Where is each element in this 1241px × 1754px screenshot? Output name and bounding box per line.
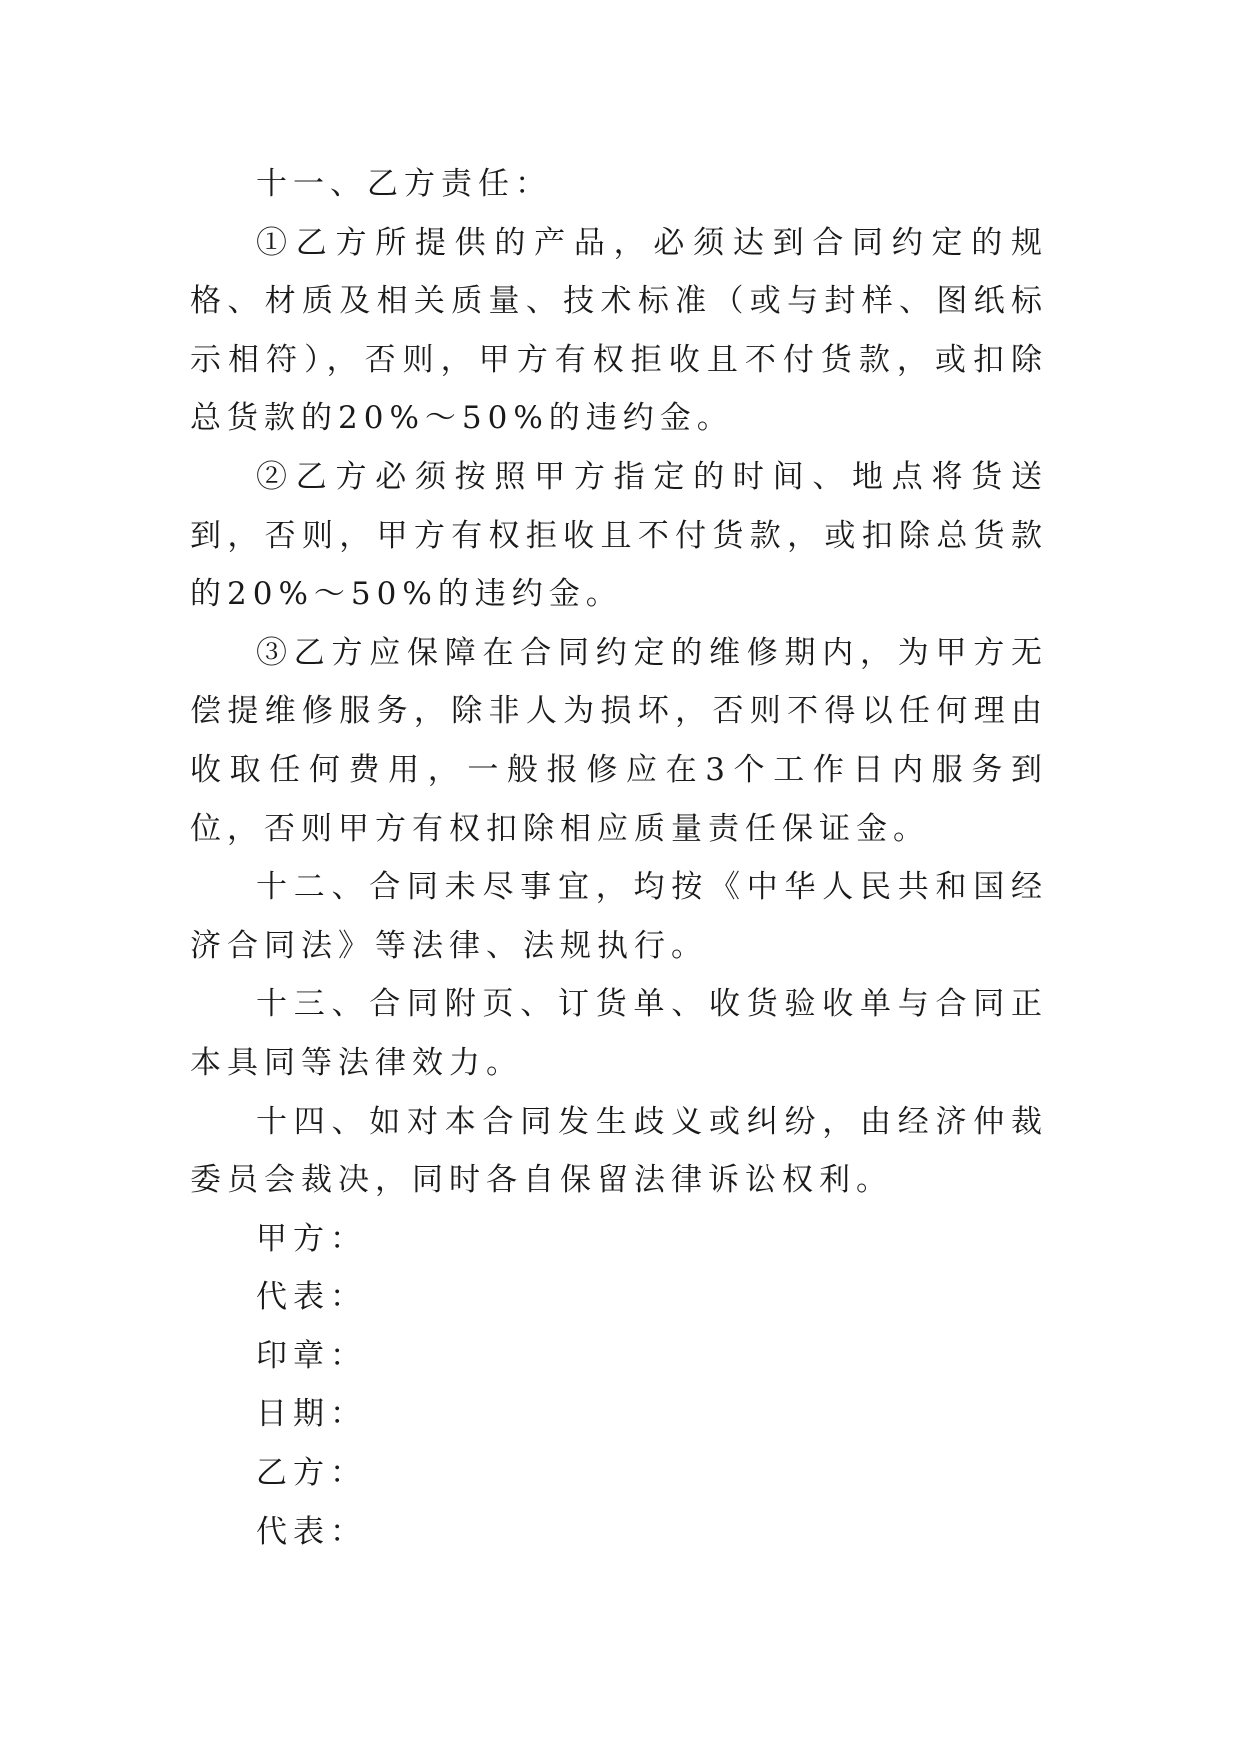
clause-12: 十二、合同未尽事宜，均按《中华人民共和国经济合同法》等法律、法规执行。 — [190, 869, 1048, 964]
clause-11-heading: 十一、乙方责任： — [256, 166, 552, 202]
party-a-label: 甲方： — [256, 1220, 367, 1257]
date-label: 日期： — [256, 1396, 367, 1433]
document-body — [190, 155, 1048, 1561]
signature-block — [190, 1210, 1048, 1562]
party-a-representative-label: 代表： — [256, 1279, 367, 1316]
clause-13: 十三、合同附页、订货单、收货验收单与合同正本具同等法律效力。 — [190, 986, 1048, 1081]
seal-label: 印章： — [256, 1337, 367, 1374]
clause-14: 十四、如对本合同发生歧义或纠纷，由经济仲裁委员会裁决，同时各自保留法律诉讼权利。 — [190, 1103, 1048, 1199]
party-b-representative-label: 代表： — [256, 1513, 367, 1550]
party-b-label: 乙方： — [256, 1455, 367, 1492]
clause-11-item-1: ①乙方所提供的产品，必须达到合同约定的规格、材质及相关质量、技术标准（或与封样、图纸标示相符），否则，甲方有权拒收且不付货款，或扣除总货款的20%～50%的违约金。 — [190, 224, 1048, 437]
clause-11-item-3: ③乙方应保障在合同约定的维修期内，为甲方无偿提维修服务，除非人为损坏，否则不得以任何理由收取任何费用，一般报修应在3个工作日内服务到位，否则甲方有权扣除相应质量责任保证金。 — [190, 634, 1048, 847]
clause-11-item-2: ②乙方必须按照甲方指定的时间、地点将货送到，否则，甲方有权拒收且不付货款，或扣除总货款的20%～50%的违约金。 — [190, 458, 1048, 613]
